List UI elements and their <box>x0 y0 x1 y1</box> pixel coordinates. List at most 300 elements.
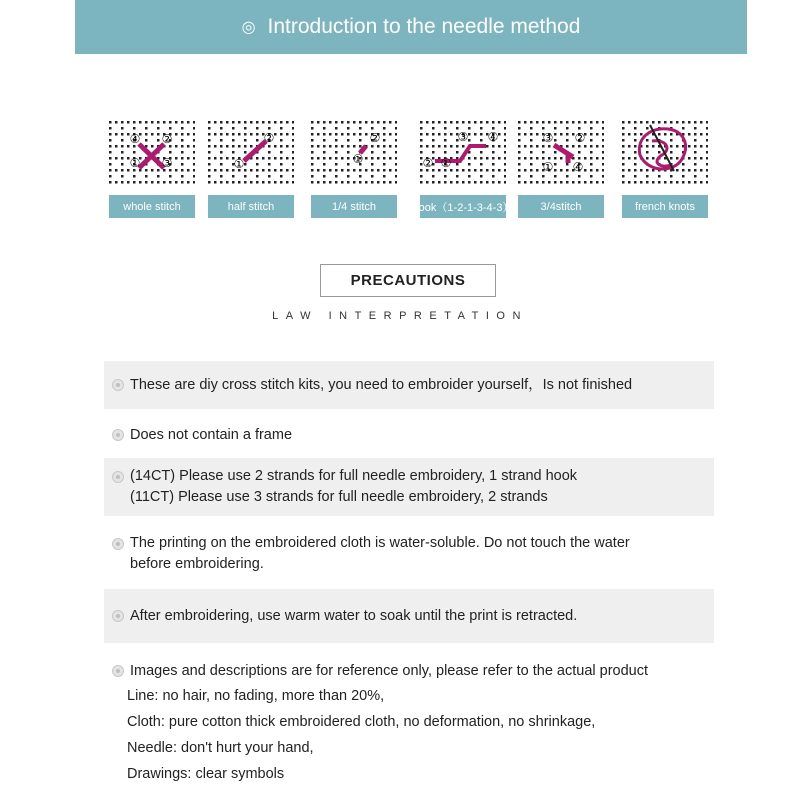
grid-dot <box>323 175 326 178</box>
grid-dot <box>256 169 259 172</box>
grid-dot <box>341 121 344 124</box>
grid-dot <box>395 163 397 166</box>
grid-dot <box>486 169 489 172</box>
grid-dot <box>395 121 397 124</box>
grid-dot <box>244 121 247 124</box>
stitch-number: ② <box>263 131 275 145</box>
quality-line: Needle: don't hurt your hand, <box>127 740 314 756</box>
grid-dot <box>175 181 178 184</box>
grid-dot <box>694 163 697 166</box>
grid-dot <box>444 133 447 136</box>
grid-dot <box>560 133 563 136</box>
grid-dot <box>590 181 593 184</box>
grid-dot <box>371 175 374 178</box>
grid-dot <box>628 145 631 148</box>
grid-dot <box>232 151 235 154</box>
grid-dot <box>280 127 283 130</box>
grid-dot <box>347 163 350 166</box>
grid-dot <box>432 181 435 184</box>
grid-dot <box>444 127 447 130</box>
grid-dot <box>700 121 703 124</box>
grid-dot <box>480 157 483 160</box>
grid-dot <box>127 121 130 124</box>
grid-dot <box>524 181 527 184</box>
grid-dot <box>377 181 380 184</box>
grid-dot <box>115 133 118 136</box>
grid-dot <box>145 139 148 142</box>
grid-dot <box>145 133 148 136</box>
grid-dot <box>286 145 289 148</box>
grid-dot <box>420 175 423 178</box>
grid-dot <box>634 121 637 124</box>
grid-dot <box>151 169 154 172</box>
grid-dot <box>590 139 593 142</box>
grid-dot <box>584 169 587 172</box>
grid-dot <box>280 181 283 184</box>
grid-dot <box>341 145 344 148</box>
grid-dot <box>518 181 521 184</box>
grid-dot <box>359 139 362 142</box>
grid-dot <box>590 133 593 136</box>
grid-dot <box>658 151 661 154</box>
grid-dot <box>572 145 575 148</box>
grid-dot <box>706 181 708 184</box>
grid-dot <box>139 181 142 184</box>
grid-dot <box>518 151 521 154</box>
precaution-item <box>104 421 714 449</box>
grid-dot <box>492 145 495 148</box>
grid-dot <box>486 181 489 184</box>
stitch-label: 1/4 stitch <box>311 195 397 218</box>
grid-dot <box>694 157 697 160</box>
grid-dot <box>646 139 649 142</box>
grid-dot <box>341 133 344 136</box>
grid-dot <box>292 181 294 184</box>
grid-dot <box>145 127 148 130</box>
grid-dot <box>371 145 374 148</box>
grid-dot <box>652 121 655 124</box>
quality-line: Drawings: clear symbols <box>127 766 285 782</box>
grid-dot <box>536 145 539 148</box>
grid-dot <box>518 133 521 136</box>
grid-dot <box>359 121 362 124</box>
grid-dot <box>676 145 679 148</box>
grid-dot <box>193 169 195 172</box>
grid-dot <box>590 157 593 160</box>
grid-dot <box>256 127 259 130</box>
grid-dot <box>238 121 241 124</box>
grid-dot <box>518 139 521 142</box>
grid-dot <box>420 151 423 154</box>
grid-dot <box>163 121 166 124</box>
grid-dot <box>121 175 124 178</box>
header-banner <box>75 0 747 54</box>
grid-dot <box>244 127 247 130</box>
circle-icon: ◎ <box>241 19 256 36</box>
grid-dot <box>688 181 691 184</box>
grid-dot <box>646 127 649 130</box>
grid-dot <box>548 121 551 124</box>
grid-dot <box>682 169 685 172</box>
grid-dot <box>658 181 661 184</box>
grid-dot <box>474 121 477 124</box>
grid-dot <box>256 157 259 160</box>
grid-dot <box>193 175 195 178</box>
grid-dot <box>268 163 271 166</box>
grid-dot <box>676 157 679 160</box>
stitch-number: ② <box>422 156 434 170</box>
grid-dot <box>566 163 569 166</box>
grid-dot <box>468 181 471 184</box>
grid-dot <box>560 157 563 160</box>
grid-dot <box>274 169 277 172</box>
grid-dot <box>646 175 649 178</box>
grid-dot <box>286 169 289 172</box>
grid-dot <box>365 181 368 184</box>
grid-dot <box>226 157 229 160</box>
grid-dot <box>220 163 223 166</box>
grid-dot <box>530 145 533 148</box>
grid-dot <box>121 163 124 166</box>
bullet-icon <box>112 538 124 550</box>
grid-dot <box>232 175 235 178</box>
grid-dot <box>359 133 362 136</box>
grid-dot <box>329 181 332 184</box>
grid-dot <box>504 157 506 160</box>
stitch-label: french knots <box>622 195 708 218</box>
grid-dot <box>492 181 495 184</box>
grid-dot <box>486 157 489 160</box>
grid-dot <box>187 157 190 160</box>
grid-dot <box>317 133 320 136</box>
grid-dot <box>688 145 691 148</box>
grid-dot <box>596 133 599 136</box>
grid-dot <box>193 181 195 184</box>
stitch-half <box>208 115 294 218</box>
grid-dot <box>115 181 118 184</box>
grid-dot <box>664 121 667 124</box>
grid-dot <box>193 133 195 136</box>
grid-dot <box>646 181 649 184</box>
precaution-line: before embroidering. <box>130 556 264 572</box>
grid-dot <box>682 181 685 184</box>
grid-dot <box>187 121 190 124</box>
grid-dot <box>121 181 124 184</box>
grid-dot <box>700 169 703 172</box>
grid-dot <box>530 151 533 154</box>
grid-dot <box>602 181 604 184</box>
stitch-three-quarter <box>518 115 604 218</box>
grid-dot <box>335 145 338 148</box>
precaution-item <box>104 659 714 683</box>
grid-dot <box>518 157 521 160</box>
grid-dot <box>365 169 368 172</box>
grid-dot <box>646 145 649 148</box>
grid-dot <box>311 133 314 136</box>
grid-dot <box>208 145 211 148</box>
grid-dot <box>115 145 118 148</box>
grid-dot <box>335 127 338 130</box>
grid-dot <box>175 121 178 124</box>
grid-dot <box>220 169 223 172</box>
stitch-number: ① <box>440 156 452 170</box>
grid-dot <box>109 175 112 178</box>
grid-dot <box>311 169 314 172</box>
grid-dot <box>157 175 160 178</box>
grid-dot <box>706 139 708 142</box>
grid-dot <box>670 121 673 124</box>
grid-dot <box>286 157 289 160</box>
grid-dot <box>335 133 338 136</box>
grid-dot <box>169 127 172 130</box>
grid-dot <box>250 145 253 148</box>
grid-dot <box>383 151 386 154</box>
grid-dot <box>274 145 277 148</box>
grid-dot <box>444 145 447 148</box>
grid-dot <box>151 133 154 136</box>
grid-dot <box>220 157 223 160</box>
grid-dot <box>634 163 637 166</box>
grid-dot <box>492 175 495 178</box>
grid-dot <box>145 169 148 172</box>
grid-dot <box>193 145 195 148</box>
grid-dot <box>456 175 459 178</box>
grid-dot <box>151 121 154 124</box>
grid-dot <box>151 145 154 148</box>
grid-dot <box>468 175 471 178</box>
grid-dot <box>536 121 539 124</box>
grid-dot <box>450 133 453 136</box>
grid-dot <box>335 151 338 154</box>
grid-dot <box>359 181 362 184</box>
stitch-number: ② <box>369 131 381 145</box>
grid-dot <box>596 181 599 184</box>
grid-dot <box>109 133 112 136</box>
grid-dot <box>181 139 184 142</box>
grid-dot <box>109 145 112 148</box>
grid-dot <box>292 133 294 136</box>
grid-dot <box>518 169 521 172</box>
grid-dot <box>220 127 223 130</box>
grid-dot <box>262 181 265 184</box>
grid-dot <box>115 169 118 172</box>
grid-dot <box>353 121 356 124</box>
grid-dot <box>444 175 447 178</box>
grid-dot <box>145 175 148 178</box>
grid-dot <box>121 145 124 148</box>
grid-dot <box>456 163 459 166</box>
grid-dot <box>292 163 294 166</box>
grid-dot <box>628 121 631 124</box>
grid-dot <box>181 181 184 184</box>
grid-dot <box>262 121 265 124</box>
grid-dot <box>169 175 172 178</box>
grid-dot <box>622 121 625 124</box>
grid-dot <box>329 145 332 148</box>
grid-dot <box>480 169 483 172</box>
grid-dot <box>542 127 545 130</box>
grid-dot <box>628 157 631 160</box>
grid-dot <box>323 145 326 148</box>
grid-dot <box>389 145 392 148</box>
half-stitch-diagram <box>208 115 294 185</box>
grid-dot <box>292 139 294 142</box>
grid-dot <box>658 121 661 124</box>
stitch-number: ① <box>352 152 364 166</box>
grid-dot <box>181 145 184 148</box>
grid-dot <box>121 157 124 160</box>
grid-dot <box>694 133 697 136</box>
grid-dot <box>157 121 160 124</box>
grid-dot <box>311 157 314 160</box>
banner-title: Introduction to the needle method <box>267 15 581 38</box>
grid-dot <box>187 133 190 136</box>
grid-dot <box>244 151 247 154</box>
grid-dot <box>700 181 703 184</box>
grid-dot <box>244 175 247 178</box>
grid-dot <box>566 169 569 172</box>
precaution-text: Images and descriptions are for reference only, please refer to the actual product <box>130 662 648 679</box>
grid-dot <box>542 145 545 148</box>
grid-dot <box>634 157 637 160</box>
grid-dot <box>700 157 703 160</box>
grid-dot <box>187 181 190 184</box>
grid-dot <box>426 121 429 124</box>
grid-dot <box>664 133 667 136</box>
grid-dot <box>311 151 314 154</box>
precaution-line: The printing on the embroidered cloth is water-soluble. Do not touch the water <box>130 535 630 551</box>
grid-dot <box>634 181 637 184</box>
stitch-whole <box>109 115 195 218</box>
stitch-number: ① <box>129 156 141 170</box>
grid-dot <box>492 121 495 124</box>
grid-dot <box>181 175 184 178</box>
precaution-line: (11CT) Please use 3 strands for full needle embroidery, 2 strands <box>130 489 548 505</box>
grid-dot <box>622 157 625 160</box>
grid-dot <box>652 169 655 172</box>
grid-dot <box>377 157 380 160</box>
grid-dot <box>646 121 649 124</box>
grid-dot <box>572 181 575 184</box>
grid-dot <box>377 145 380 148</box>
grid-dot <box>341 181 344 184</box>
stitch-quarter <box>311 115 397 218</box>
grid-dot <box>280 175 283 178</box>
grid-dot <box>578 151 581 154</box>
stitch-number: ④ <box>572 160 584 174</box>
grid-dot <box>542 181 545 184</box>
grid-dot <box>486 121 489 124</box>
grid-dot <box>676 121 679 124</box>
grid-dot <box>193 151 195 154</box>
grid-dot <box>208 133 211 136</box>
grid-dot <box>238 181 241 184</box>
grid-dot <box>480 151 483 154</box>
grid-dot <box>420 133 423 136</box>
grid-dot <box>365 157 368 160</box>
grid-dot <box>193 139 195 142</box>
grid-dot <box>432 151 435 154</box>
grid-dot <box>566 121 569 124</box>
grid-dot <box>311 145 314 148</box>
grid-dot <box>169 121 172 124</box>
grid-dot <box>634 175 637 178</box>
grid-dot <box>706 133 708 136</box>
grid-dot <box>115 121 118 124</box>
grid-dot <box>292 175 294 178</box>
grid-dot <box>335 139 338 142</box>
grid-dot <box>175 157 178 160</box>
grid-dot <box>109 163 112 166</box>
grid-dot <box>208 175 211 178</box>
grid-dot <box>492 169 495 172</box>
grid-dot <box>524 169 527 172</box>
grid-dot <box>622 127 625 130</box>
grid-dot <box>652 145 655 148</box>
quality-line: Line: no hair, no fading, more than 20%, <box>127 688 385 704</box>
grid-dot <box>474 181 477 184</box>
grid-dot <box>175 145 178 148</box>
grid-dot <box>214 157 217 160</box>
grid-dot <box>548 181 551 184</box>
grid-dot <box>706 175 708 178</box>
grid-dot <box>256 175 259 178</box>
grid-dot <box>504 139 506 142</box>
grid-dot <box>670 157 673 160</box>
grid-dot <box>426 145 429 148</box>
grid-dot <box>670 175 673 178</box>
grid-dot <box>480 139 483 142</box>
grid-dot <box>383 133 386 136</box>
grid-dot <box>536 181 539 184</box>
grid-dot <box>371 121 374 124</box>
precautions-title: PRECAUTIONS <box>320 264 496 297</box>
grid-dot <box>175 133 178 136</box>
stitch-label: whole stitch <box>109 195 195 218</box>
grid-dot <box>700 145 703 148</box>
grid-dot <box>634 169 637 172</box>
grid-dot <box>347 151 350 154</box>
grid-dot <box>157 133 160 136</box>
grid-dot <box>109 121 112 124</box>
grid-dot <box>566 133 569 136</box>
grid-dot <box>311 127 314 130</box>
grid-dot <box>450 121 453 124</box>
grid-dot <box>602 139 604 142</box>
grid-dot <box>317 145 320 148</box>
grid-dot <box>682 175 685 178</box>
grid-dot <box>347 127 350 130</box>
grid-dot <box>268 145 271 148</box>
grid-dot <box>530 127 533 130</box>
grid-dot <box>688 169 691 172</box>
grid-dot <box>317 169 320 172</box>
grid-dot <box>590 121 593 124</box>
grid-dot <box>688 133 691 136</box>
grid-dot <box>157 127 160 130</box>
grid-dot <box>181 151 184 154</box>
grid-dot <box>109 151 112 154</box>
grid-dot <box>268 175 271 178</box>
grid-dot <box>175 169 178 172</box>
grid-dot <box>220 121 223 124</box>
stitch-hook <box>412 115 514 218</box>
grid-dot <box>383 121 386 124</box>
grid-dot <box>530 163 533 166</box>
grid-dot <box>652 157 655 160</box>
grid-dot <box>622 151 625 154</box>
grid-dot <box>504 133 506 136</box>
